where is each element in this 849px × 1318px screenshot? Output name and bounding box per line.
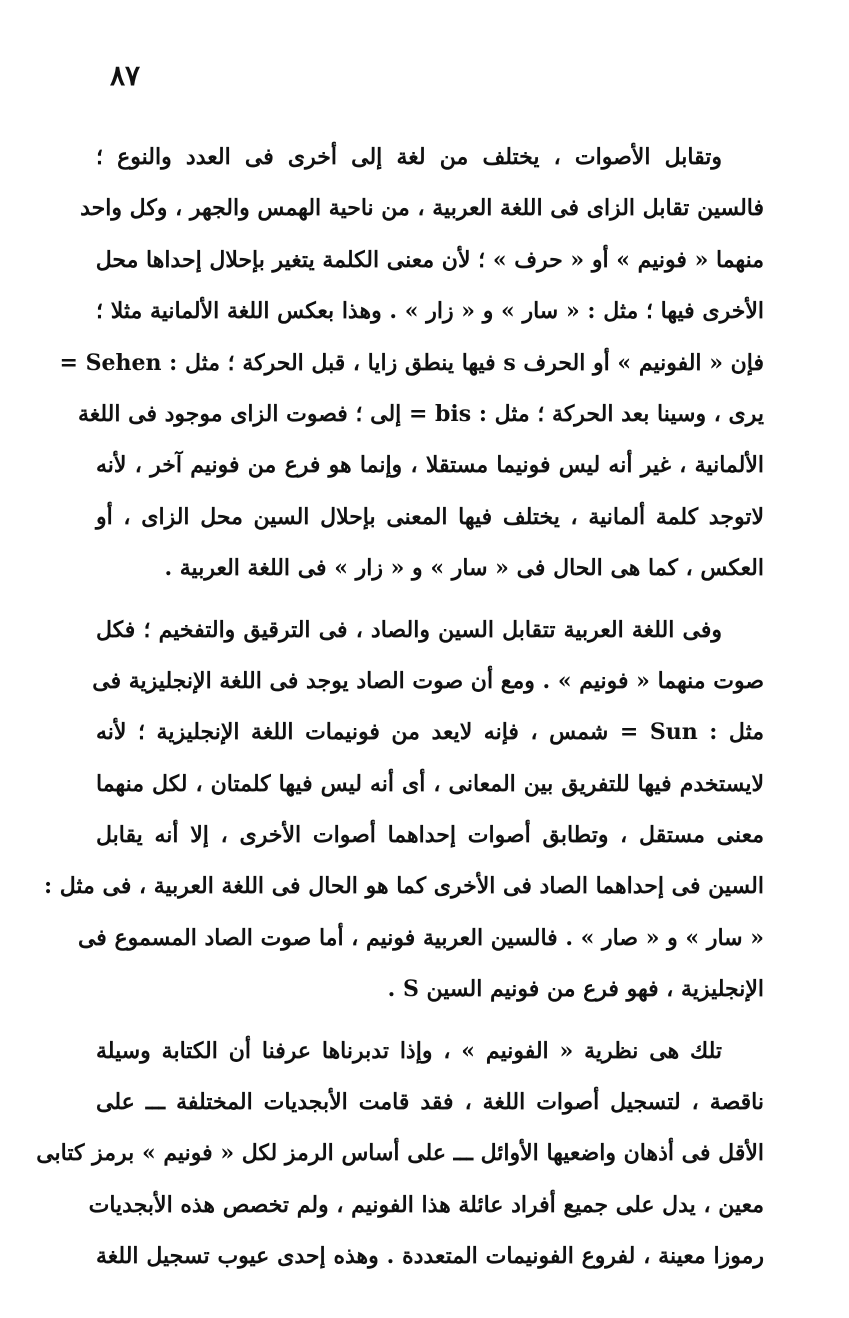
text-line: الأقل فى أذهان واضعيها الأوائل ـــ على أساس الرمز لكل « فونيم » برمز كتابى — [36, 1140, 764, 1167]
text-line: العكس ، كما هى الحال فى « سار » و « زار » فى اللغة العربية . — [164, 555, 764, 582]
text-line: وفى اللغة العربية تتقابل السين والصاد ، فى الترقيق والتفخيم ؛ فكل — [96, 616, 722, 643]
text-line: لاتوجد كلمة ألمانية ، يختلف فيها المعنى بإحلال السين محل الزاى ، أو — [96, 503, 764, 530]
text-line: تلك هى نظرية « الفونيم » ، وإذا تدبرناها عرفنا أن الكتابة وسيلة — [96, 1037, 722, 1064]
text-line: معين ، يدل على جميع أفراد عائلة هذا الفونيم ، ولم تخصص هذه الأبجديات — [88, 1191, 764, 1218]
text-line: لايستخدم فيها للتفريق بين المعانى ، أى أنه ليس فيها كلمتان ، لكل منهما — [96, 770, 764, 797]
text-line: وتقابل الأصوات ، يختلف من لغة إلى أخرى فى العدد والنوع ؛ — [96, 144, 722, 170]
text-line: منهما « فونيم » أو « حرف » ؛ لأن معنى الكلمة يتغير بإحلال إحداها محل — [95, 246, 764, 273]
text-line: رموزا معينة ، لفروع الفونيمات المتعددة . وهذه إحدى عيوب تسجيل اللغة — [96, 1243, 764, 1270]
text-line: ناقصة ، لتسجيل أصوات اللغة ، فقد قامت الأبجديات المختلفة ـــ على — [96, 1089, 764, 1116]
text-line: الأخرى فيها ؛ مثل : « سار » و « زار » . وهذا بعكس اللغة الألمانية مثلا ؛ — [96, 298, 764, 325]
text-line: الإنجليزية ، فهو فرع من فونيم السين S . — [387, 976, 764, 1003]
text-line: « سار » و « صار » . فالسين العربية فونيم ، أما صوت الصاد المسموع فى — [77, 924, 764, 951]
text-line: فإن « الفونيم » أو الحرف s فيها ينطق زايا ، قبل الحركة ؛ مثل : Sehen = — [59, 349, 764, 376]
page-number: ٨٧ — [110, 59, 141, 92]
paragraph-3 — [36, 1026, 764, 1283]
paragraph-gap — [96, 1016, 764, 1026]
paragraph-1 — [59, 132, 764, 595]
text-line: يرى ، وسينا بعد الحركة ؛ مثل : bis = إلى ؛ فصوت الزاى موجود فى اللغة — [77, 400, 764, 427]
text-line: فالسين تقابل الزاى فى اللغة العربية ، من ناحية الهمس والجهر ، وكل واحد — [80, 195, 764, 222]
text-line: الألمانية ، غير أنه ليس فونيما مستقلا ، وإنما هو فرع من فونيم آخر ، لأنه — [96, 452, 764, 479]
text-line: السين فى إحداهما الصاد فى الأخرى كما هو الحال فى اللغة العربية ، فى مثل : — [43, 873, 764, 900]
body-text — [36, 132, 764, 1283]
text-line: صوت منهما « فونيم » . ومع أن صوت الصاد يوجد فى اللغة الإنجليزية فى — [92, 667, 764, 694]
text-line: معنى مستقل ، وتطابق أصوات إحداهما أصوات الأخرى ، إلا أنه يقابل — [96, 822, 764, 849]
paragraph-2 — [43, 605, 764, 1016]
text-line: مثل : Sun = شمس ، فإنه لايعد من فونيمات اللغة الإنجليزية ؛ لأنه — [96, 719, 764, 746]
paragraph-gap — [96, 595, 764, 605]
